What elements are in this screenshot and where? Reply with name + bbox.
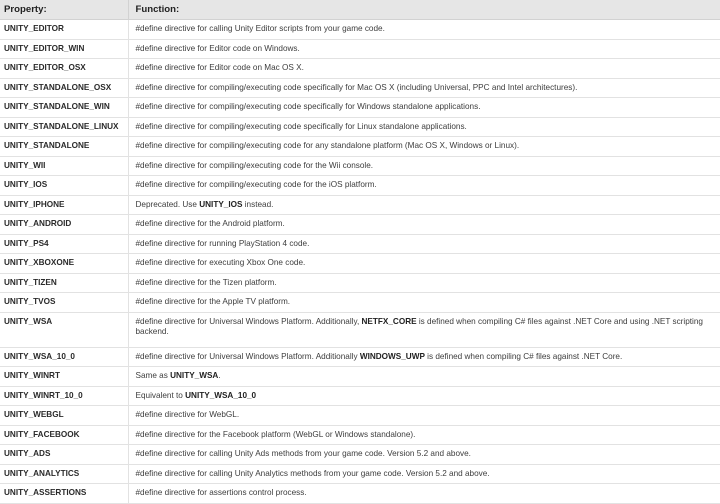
function-cell: #define directive for executing Xbox One code. [128,254,720,274]
table-row [0,312,720,347]
property-cell: UNITY_TIZEN [0,273,128,293]
property-cell: UNITY_IPHONE [0,195,128,215]
table-row [0,215,720,235]
property-cell: UNITY_WINRT [0,367,128,387]
table-row [0,464,720,484]
function-cell: #define directive for Editor code on Mac OS X. [128,59,720,79]
function-cell: Deprecated. Use UNITY_IOS instead. [128,195,720,215]
function-cell: #define directive for the Android platform. [128,215,720,235]
function-cell: #define directive for the Apple TV platform. [128,293,720,313]
property-cell: UNITY_WEBGL [0,406,128,426]
property-cell: UNITY_STANDALONE_OSX [0,78,128,98]
property-cell: UNITY_EDITOR [0,20,128,40]
property-column-header: Property: [0,0,128,20]
table-row [0,176,720,196]
property-cell: UNITY_WINRT_10_0 [0,386,128,406]
function-cell: #define directive for calling Unity Analytics methods from your game code. Version 5.2 and above. [128,464,720,484]
function-cell: #define directive for assertions control process. [128,484,720,504]
function-cell: #define directive for compiling/executing code for the iOS platform. [128,176,720,196]
table-row [0,293,720,313]
table-row [0,254,720,274]
property-cell: UNITY_STANDALONE_LINUX [0,117,128,137]
table-row [0,156,720,176]
table-row [0,425,720,445]
function-cell: #define directive for compiling/executing code specifically for Mac OS X (including Universal, PPC and Intel architectures). [128,78,720,98]
property-cell: UNITY_STANDALONE [0,137,128,157]
keyword: UNITY_IOS [199,199,243,209]
function-cell: #define directive for compiling/executing code for the Wii console. [128,156,720,176]
function-cell: Equivalent to UNITY_WSA_10_0 [128,386,720,406]
function-cell: #define directive for the Tizen platform. [128,273,720,293]
table-row [0,234,720,254]
property-cell: UNITY_STANDALONE_WIN [0,98,128,118]
table-row [0,195,720,215]
table-row [0,117,720,137]
table-row [0,273,720,293]
keyword: WINDOWS_UWP [359,351,425,361]
function-cell: #define directive for calling Unity Editor scripts from your game code. [128,20,720,40]
keyword: UNITY_WSA [170,371,219,380]
function-cell: #define directive for compiling/executing code specifically for Windows standalone applications. [128,98,720,118]
property-cell: UNITY_TVOS [0,293,128,313]
keyword: NETFX_CORE [361,316,417,326]
table-row [0,39,720,59]
table-row [0,484,720,504]
table-row [0,98,720,118]
function-cell: #define directive for Universal Windows Platform. Additionally WINDOWS_UWP is defined when compiling C# files against .NET Core. [128,347,720,367]
function-cell: #define directive for WebGL. [128,406,720,426]
function-cell: Same as UNITY_WSA. [128,367,720,387]
property-cell: UNITY_IOS [0,176,128,196]
keyword: UNITY_WSA_10_0 [185,390,257,400]
table-row [0,386,720,406]
property-cell: UNITY_EDITOR_OSX [0,59,128,79]
table-row [0,367,720,387]
property-cell: UNITY_EDITOR_WIN [0,39,128,59]
function-cell: #define directive for compiling/executing code specifically for Linux standalone applications. [128,117,720,137]
table-row [0,406,720,426]
property-cell: UNITY_ADS [0,445,128,465]
function-cell: #define directive for compiling/executing code for any standalone platform (Mac OS X, Windows or Linux). [128,137,720,157]
property-cell: UNITY_ASSERTIONS [0,484,128,504]
function-cell: #define directive for Editor code on Windows. [128,39,720,59]
function-column-header: Function: [128,0,720,20]
function-cell: #define directive for running PlayStation 4 code. [128,234,720,254]
property-cell: UNITY_XBOXONE [0,254,128,274]
table-header-row [0,0,720,20]
property-cell: UNITY_WSA [0,312,128,347]
property-cell: UNITY_WSA_10_0 [0,347,128,367]
table-row [0,137,720,157]
property-cell: UNITY_WII [0,156,128,176]
table-row [0,20,720,40]
table-row [0,78,720,98]
property-cell: UNITY_PS4 [0,234,128,254]
function-cell: #define directive for Universal Windows Platform. Additionally, NETFX_CORE is defined when compiling C# files against .NET Core and using .NET scripting backend. [128,312,720,347]
property-cell: UNITY_ANALYTICS [0,464,128,484]
table-row [0,59,720,79]
property-cell: UNITY_FACEBOOK [0,425,128,445]
function-cell: #define directive for calling Unity Ads methods from your game code. Version 5.2 and above. [128,445,720,465]
function-cell: #define directive for the Facebook platform (WebGL or Windows standalone). [128,425,720,445]
table-row [0,347,720,367]
property-cell: UNITY_ANDROID [0,215,128,235]
table-row [0,445,720,465]
